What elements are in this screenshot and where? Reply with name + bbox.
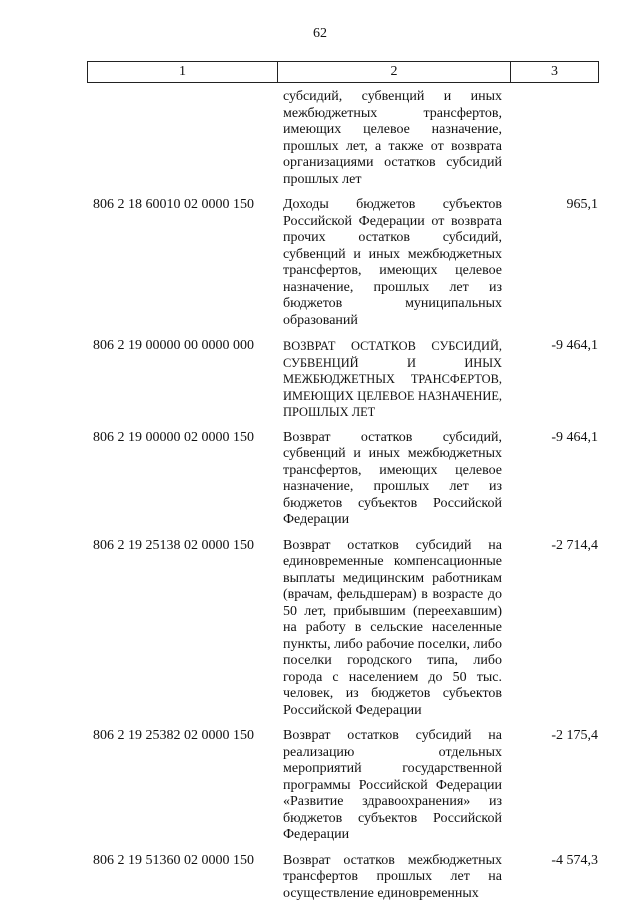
row-code: 806 2 19 00000 00 0000 000 xyxy=(93,338,254,353)
table-row xyxy=(0,338,640,421)
row-amount: -2 714,4 xyxy=(551,537,598,553)
row-code: 806 2 19 25382 02 0000 150 xyxy=(93,728,254,743)
row-code: 806 2 19 00000 02 0000 150 xyxy=(93,429,254,445)
table-row xyxy=(0,853,640,903)
row-code: 806 2 18 60010 02 0000 150 xyxy=(93,197,254,212)
table-row xyxy=(0,430,640,529)
column-header-code: 1 xyxy=(88,62,278,82)
row-amount: -9 464,1 xyxy=(551,338,598,353)
row-description: Возврат остатков межбюджетных трансфертов прошлых лет на осуществление единовременных xyxy=(283,852,502,901)
row-description: Возврат остатков субсидий, субвенций и иных межбюджетных трансфертов, имеющих целевое назначение, прошлых лет из бюджетов субъектов Российской Федерации xyxy=(283,429,502,527)
table-row xyxy=(0,197,640,329)
row-amount: -2 175,4 xyxy=(551,728,598,743)
row-code: 806 2 19 25138 02 0000 150 xyxy=(93,537,254,553)
table-body xyxy=(0,89,640,911)
row-description: субсидий, субвенций и иных межбюджетных трансфертов, имеющих целевое назначение, прошлых лет, а также от возврата организациями остатков субсидий прошлых лет xyxy=(283,89,502,187)
row-amount: -4 574,3 xyxy=(551,852,598,868)
page-number: 62 xyxy=(313,26,327,41)
table-row xyxy=(0,538,640,720)
table-header-row xyxy=(87,61,599,83)
row-description: Возврат остатков субсидий на реализацию отдельных мероприятий государственной программы Российской Федерации «Развитие здравоохранения» из бюджетов субъектов Российской Федерации xyxy=(283,728,502,842)
row-amount: -9 464,1 xyxy=(551,429,598,445)
row-description: ВОЗВРАТ ОСТАТКОВ СУБСИДИЙ, СУБВЕНЦИЙ И ИНЫХ МЕЖБЮДЖЕТНЫХ ТРАНСФЕРТОВ, ИМЕЮЩИХ ЦЕЛЕВОЕ НАЗНАЧЕНИЕ, ПРОШЛЫХ ЛЕТ xyxy=(283,339,502,419)
row-description: Доходы бюджетов субъектов Российской Федерации от возврата прочих остатков субсидий, субвенций и иных межбюджетных трансфертов, имеющих целевое назначение, прошлых лет из бюджетов муниципальных образований xyxy=(283,197,502,328)
table-row xyxy=(0,89,640,188)
row-amount: 965,1 xyxy=(566,197,598,212)
column-header-amount: 3 xyxy=(551,64,558,79)
column-header-name: 2 xyxy=(278,62,511,82)
row-description: Возврат остатков субсидий на единовременные компенсационные выплаты медицинским работникам (врачам, фельдшерам) в возрасте до 50 лет, прибывшим (переехавшим) на работу в сельские населенные пункты, либо рабочие поселки, либо поселки городского типа, либо города с населением до 50 тыс. человек, из бюджетов субъектов Российской Федерации xyxy=(283,537,502,718)
row-code: 806 2 19 51360 02 0000 150 xyxy=(93,852,254,868)
table-row xyxy=(0,728,640,844)
